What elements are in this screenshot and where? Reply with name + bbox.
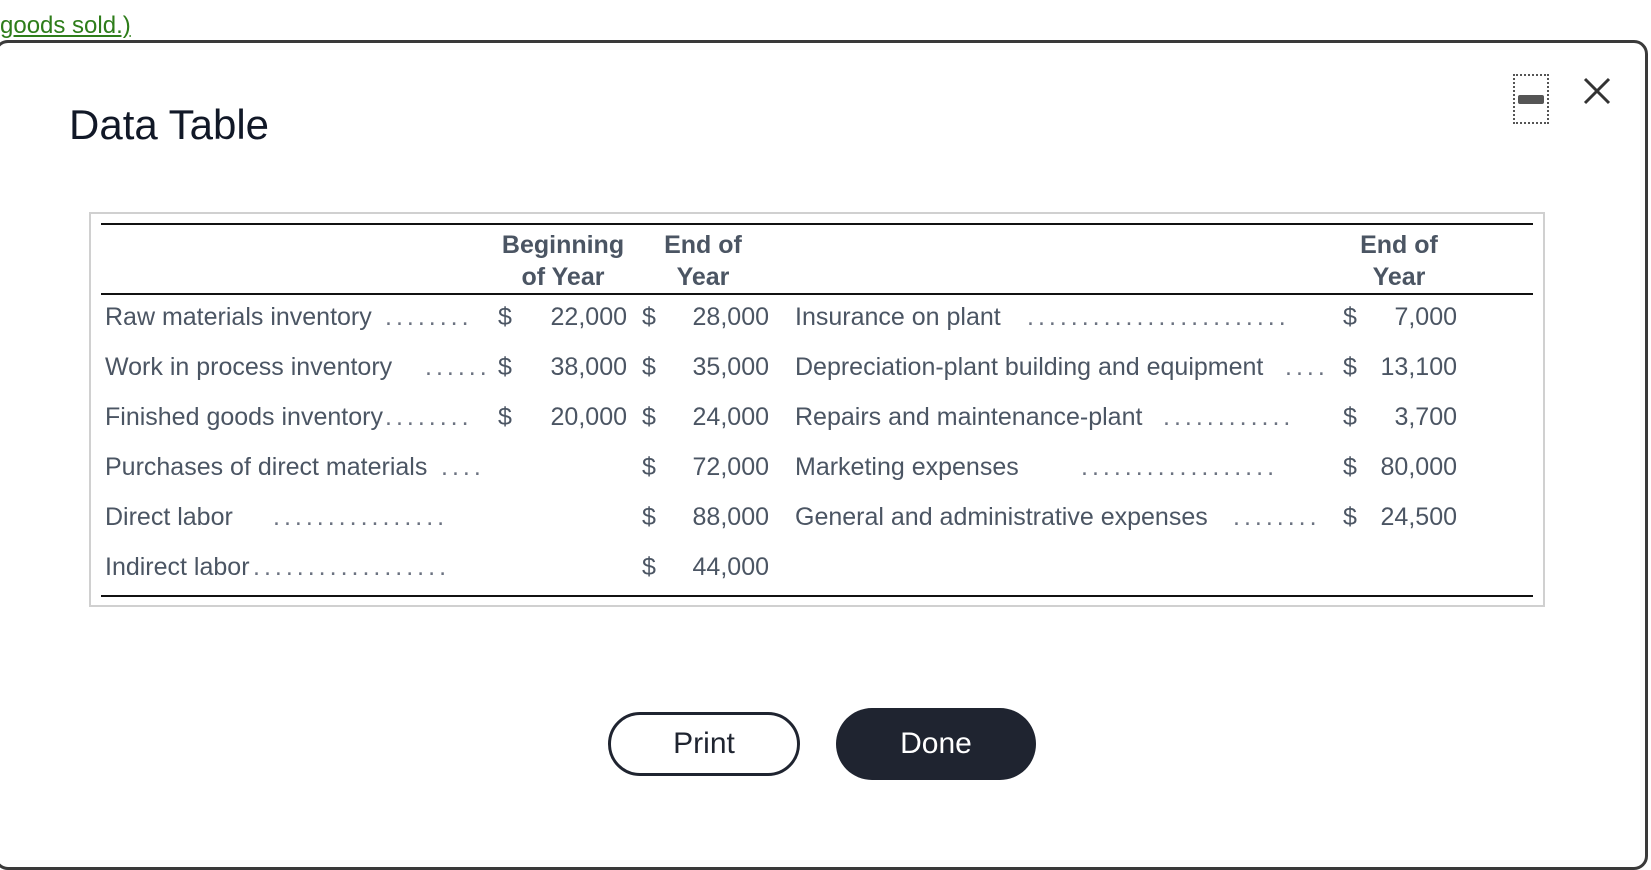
leader-dots: ............: [1163, 403, 1295, 431]
row-label: Depreciation-plant building and equipment: [795, 353, 1264, 381]
header-line: Beginning: [501, 231, 625, 259]
table-row-right: [101, 395, 1533, 445]
dollar-sign: $: [498, 303, 512, 331]
end-value: 24,000: [692, 403, 769, 431]
leader-dots: ........: [385, 403, 473, 431]
end-value: 28,000: [692, 303, 769, 331]
leader-dots: ..................: [253, 553, 451, 581]
header-right-end-of-year: [1357, 229, 1441, 293]
dollar-sign: $: [642, 303, 656, 331]
dialog-title: Data Table: [69, 101, 270, 148]
row-label: Repairs and maintenance-plant: [795, 403, 1143, 431]
header-beginning-of-year: [501, 229, 625, 293]
table-row: [101, 545, 1533, 595]
end-value: 13,100: [1380, 353, 1457, 381]
dollar-sign: $: [498, 353, 512, 381]
table-header: [101, 225, 1533, 295]
minimize-icon: [1518, 95, 1544, 104]
row-label: Marketing expenses: [795, 453, 1019, 481]
leader-dots: ....: [441, 453, 485, 481]
header-line: of Year: [521, 263, 605, 291]
leader-dots: ....: [1285, 353, 1329, 381]
leader-dots: ........: [1233, 503, 1321, 531]
row-label: General and administrative expenses: [795, 503, 1208, 531]
end-value: 44,000: [692, 553, 769, 581]
dollar-sign: $: [498, 403, 512, 431]
row-label: Raw materials inventory: [105, 303, 372, 331]
beginning-value: 22,000: [550, 303, 627, 331]
close-button[interactable]: [1579, 73, 1615, 109]
data-table-frame: [89, 212, 1545, 607]
leader-dots: ......: [425, 353, 491, 381]
header-line: End of: [1360, 231, 1438, 259]
end-value: 72,000: [692, 453, 769, 481]
end-value: 3,700: [1394, 403, 1457, 431]
beginning-value: 20,000: [550, 403, 627, 431]
dollar-sign: $: [1343, 503, 1357, 531]
close-icon: [1579, 73, 1615, 109]
header-line: Year: [1372, 263, 1426, 291]
end-value: 7,000: [1394, 303, 1457, 331]
end-value: 35,000: [692, 353, 769, 381]
background-page-text: goods sold.): [0, 12, 131, 39]
leader-dots: ........: [385, 303, 473, 331]
row-label: Indirect labor: [105, 553, 250, 581]
dollar-sign: $: [642, 453, 656, 481]
row-label: Work in process inventory: [105, 353, 393, 381]
data-table: [101, 223, 1533, 597]
leader-dots: ................: [273, 503, 449, 531]
minimize-button[interactable]: [1513, 74, 1549, 124]
table-row-right: [101, 345, 1533, 395]
table-row-right: [101, 495, 1533, 545]
table-body: [101, 295, 1533, 595]
dollar-sign: $: [642, 553, 656, 581]
end-value: 24,500: [1380, 503, 1457, 531]
data-table-dialog: [0, 40, 1648, 870]
dollar-sign: $: [1343, 353, 1357, 381]
header-line: End of: [664, 231, 742, 259]
row-label: Purchases of direct materials: [105, 453, 428, 481]
dollar-sign: $: [1343, 303, 1357, 331]
end-value: 88,000: [692, 503, 769, 531]
done-button[interactable]: Done: [836, 708, 1036, 780]
header-line: Year: [676, 263, 730, 291]
leader-dots: ........................: [1027, 303, 1290, 331]
beginning-value: 38,000: [550, 353, 627, 381]
dollar-sign: $: [642, 403, 656, 431]
dollar-sign: $: [642, 353, 656, 381]
dollar-sign: $: [642, 503, 656, 531]
leader-dots: ..................: [1081, 453, 1279, 481]
print-button[interactable]: Print: [608, 712, 800, 776]
header-end-of-year: [661, 229, 745, 293]
table-row-right: [101, 295, 1533, 345]
row-label: Insurance on plant: [795, 303, 1001, 331]
row-label: Finished goods inventory: [105, 403, 383, 431]
dollar-sign: $: [1343, 453, 1357, 481]
table-row-right: [101, 445, 1533, 495]
end-value: 80,000: [1380, 453, 1457, 481]
dollar-sign: $: [1343, 403, 1357, 431]
row-label: Direct labor: [105, 503, 233, 531]
